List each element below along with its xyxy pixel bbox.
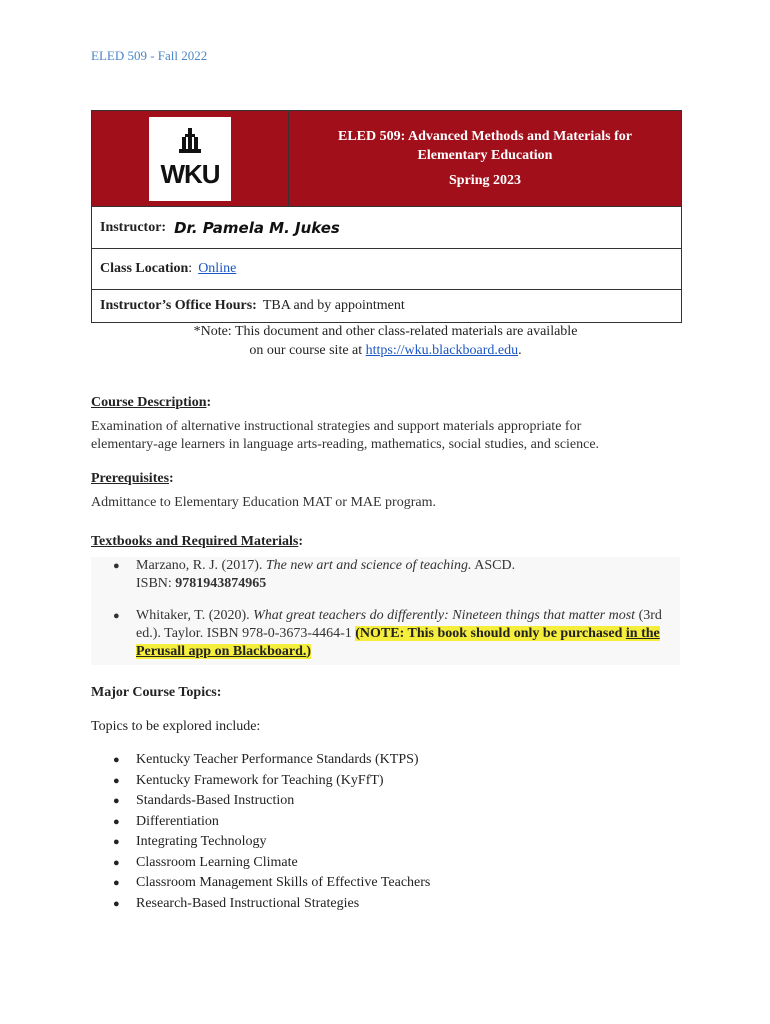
list-item: ● Classroom Management Skills of Effective Teachers [91, 873, 691, 894]
page-header: ELED 509 - Fall 2022 [91, 48, 208, 63]
location-link[interactable]: Online [198, 261, 237, 276]
course-title-line2: Elementary Education [417, 148, 553, 163]
textbooks-heading: Textbooks and Required Materials: [91, 534, 303, 549]
blackboard-link[interactable]: https://wku.blackboard.edu [365, 343, 519, 358]
course-description-section [91, 394, 691, 454]
topics-intro: Topics to be explored include: [91, 719, 261, 734]
course-info-table [91, 110, 682, 323]
prerequisites-section [91, 470, 691, 512]
course-title [289, 111, 681, 206]
course-site-note [91, 322, 680, 360]
textbook-item: ● Marzano, R. J. (2017). The new art and science of teaching. ASCD. ISBN: 9781943874965 [91, 557, 680, 607]
course-description-text: Examination of alternative instructional strategies and support materials appropriate for elementary-age learners in language arts-reading, mathematics, social studies, and science. [91, 419, 600, 452]
instructor-name: Dr. Pamela M. Jukes [174, 218, 340, 237]
instructor-row [92, 207, 681, 249]
textbooks-section [91, 533, 680, 665]
list-item: ● Integrating Technology [91, 832, 691, 853]
topics-list [91, 750, 691, 914]
list-item: ● Kentucky Teacher Performance Standards (KTPS) [91, 750, 691, 771]
course-banner [92, 111, 681, 207]
course-term: Spring 2023 [449, 173, 521, 188]
prerequisites-text: Admittance to Elementary Education MAT or MAE program. [91, 495, 436, 510]
location-row: Class Location : Online [92, 249, 681, 290]
instructor-label: Instructor: [100, 219, 167, 235]
list-item: ● Research-Based Instructional Strategies [91, 894, 691, 915]
office-hours-row [92, 290, 681, 322]
course-description-heading: Course Description: [91, 395, 212, 410]
wku-logo-text: WKU [160, 159, 220, 189]
list-item: ● Differentiation [91, 812, 691, 833]
wku-logo [149, 117, 231, 201]
course-title-line1: ELED 509: Advanced Methods and Materials for [338, 129, 632, 144]
topics-heading: Major Course Topics: [91, 685, 222, 700]
note-line1: *Note: This document and other class-related materials are available [193, 324, 578, 339]
wku-cupola-icon [175, 127, 205, 157]
location-label: Class Location [100, 261, 189, 276]
logo-cell [92, 111, 289, 206]
prerequisites-heading: Prerequisites: [91, 471, 174, 486]
textbook-list [91, 557, 680, 665]
note-line2: on our course site at https://wku.blackboard.edu. [249, 343, 522, 358]
office-hours-value: TBA and by appointment [262, 298, 405, 313]
textbook-item: ● Whitaker, T. (2020). What great teachers do differently: Nineteen things that matter most (3rd ed.). Taylor. ISBN 978-0-3673-4464-1 (NOTE: This book should only be purchased in the Perusall app on Blackboard.) [91, 607, 680, 665]
perusall-note: (NOTE: This book should only be purchased in the Perusall app on Blackboard.) [136, 626, 660, 659]
topics-section [91, 684, 691, 914]
list-item: ● Classroom Learning Climate [91, 853, 691, 874]
list-item: ● Standards-Based Instruction [91, 791, 691, 812]
office-hours-label: Instructor’s Office Hours: [100, 298, 257, 313]
list-item: ● Kentucky Framework for Teaching (KyFfT) [91, 771, 691, 792]
